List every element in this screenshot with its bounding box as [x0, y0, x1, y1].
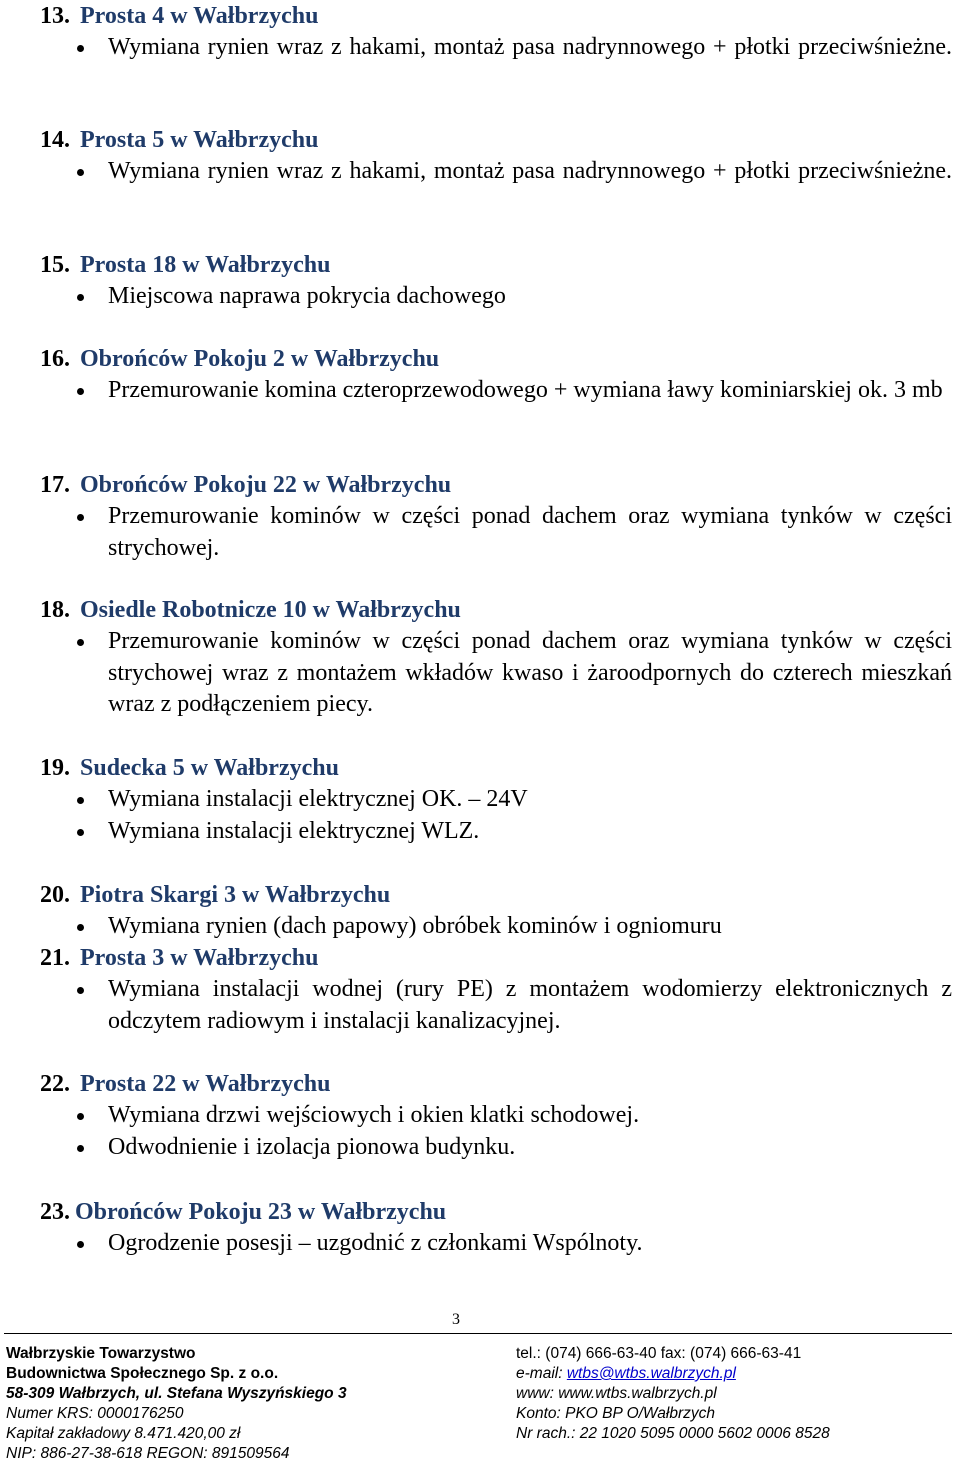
section-heading	[40, 0, 952, 32]
list-item: Wymiana rynien (dach papowy) obróbek kominów i ogniomuru	[40, 911, 952, 943]
section-number: 21.	[40, 945, 70, 971]
footer-phone: tel.: (074) 666-63-40 fax: (074) 666-63-41	[516, 1345, 802, 1362]
section-title: Prosta 4 w Wałbrzychu	[80, 3, 319, 29]
section-number: 22.	[40, 1071, 70, 1097]
section-heading	[40, 124, 952, 156]
bullet-icon	[77, 639, 84, 646]
bullet-icon	[77, 1113, 84, 1120]
section-heading	[40, 879, 952, 911]
section-heading	[40, 343, 952, 375]
list-item: Wymiana instalacji elektrycznej WLZ.	[40, 816, 952, 848]
list-item: Odwodnienie i izolacja pionowa budynku.	[40, 1132, 952, 1164]
section	[40, 752, 952, 847]
section-number: 16.	[40, 346, 70, 372]
section-title: Obrońców Pokoju 2 w Wałbrzychu	[80, 346, 440, 372]
list-item: Przemurowanie kominów w części ponad dachem oraz wymiana tynków w części strychowej.	[40, 501, 952, 564]
section-title: Prosta 3 w Wałbrzychu	[80, 945, 319, 971]
bullet-icon	[77, 924, 84, 931]
section	[40, 1068, 952, 1163]
bullet-icon	[77, 797, 84, 804]
section-title: Piotra Skargi 3 w Wałbrzychu	[80, 882, 391, 908]
section-heading	[40, 249, 952, 281]
list-item: Ogrodzenie posesji – uzgodnić z członkami Wspólnoty.	[40, 1228, 952, 1260]
section-heading	[40, 469, 952, 501]
list-item: Przemurowanie komina czteroprzewodowego + wymiana ławy kominiarskiej ok. 3 mb	[40, 375, 952, 407]
footer-address: 58-309 Wałbrzych, ul. Stefana Wyszyńskiego 3	[6, 1385, 347, 1402]
section-heading	[40, 942, 952, 974]
bullet-icon	[77, 514, 84, 521]
section-title: Prosta 22 w Wałbrzychu	[80, 1071, 331, 1097]
section-number: 17.	[40, 472, 70, 498]
bullet-icon	[77, 987, 84, 994]
section-number: 14.	[40, 127, 70, 153]
footer-www: www: www.wtbs.walbrzych.pl	[516, 1385, 717, 1402]
section	[40, 343, 952, 407]
bullet-icon	[77, 294, 84, 301]
list-item: Wymiana rynien wraz z hakami, montaż pasa nadrynnowego + płotki przeciwśnieżne.	[40, 156, 952, 188]
section	[40, 124, 952, 188]
bullet-icon	[77, 169, 84, 176]
section-title: Obrońców Pokoju 22 w Wałbrzychu	[80, 472, 452, 498]
footer-email-label: e-mail:	[516, 1365, 567, 1382]
footer-email-row	[516, 1364, 736, 1384]
section-number: 23.	[40, 1199, 70, 1225]
section-heading	[40, 1068, 952, 1100]
list-item: Miejscowa naprawa pokrycia dachowego	[40, 281, 952, 313]
footer-divider	[4, 1333, 952, 1334]
list-item: Wymiana instalacji elektrycznej OK. – 24V	[40, 784, 952, 816]
section-title: Prosta 18 w Wałbrzychu	[80, 252, 331, 278]
bullet-icon	[77, 829, 84, 836]
section-number: 18.	[40, 597, 70, 623]
section-number: 19.	[40, 755, 70, 781]
section	[40, 0, 952, 64]
footer-company-name-2: Budownictwa Społecznego Sp. z o.o.	[6, 1365, 279, 1382]
section-heading	[40, 1196, 952, 1228]
section-title: Prosta 5 w Wałbrzychu	[80, 127, 319, 153]
footer-company-name: Wałbrzyskie Towarzystwo	[6, 1345, 196, 1362]
bullet-icon	[77, 1145, 84, 1152]
section	[40, 469, 952, 564]
section-heading	[40, 594, 952, 626]
section	[40, 1196, 952, 1260]
section	[40, 249, 952, 313]
section-heading	[40, 752, 952, 784]
section	[40, 594, 952, 721]
section-number: 20.	[40, 882, 70, 908]
section-title: Osiedle Robotnicze 10 w Wałbrzychu	[80, 597, 461, 623]
bullet-icon	[77, 1241, 84, 1248]
section	[40, 942, 952, 1037]
section-title: Sudecka 5 w Wałbrzychu	[80, 755, 339, 781]
section	[40, 879, 952, 943]
section-number: 15.	[40, 252, 70, 278]
list-item: Wymiana instalacji wodnej (rury PE) z montażem wodomierzy elektronicznych z odczytem radiowym i instalacji kanalizacyjnej.	[40, 974, 952, 1037]
list-item: Przemurowanie kominów w części ponad dachem oraz wymiana tynków w części strychowej wraz z montażem wkładów kwaso i żaroodpornych do czterech mieszkań wraz z podłączeniem piecy.	[40, 626, 952, 721]
footer-account-number: Nr rach.: 22 1020 5095 0000 5602 0006 8528	[516, 1425, 830, 1442]
page-number: 3	[452, 1311, 460, 1328]
list-item: Wymiana drzwi wejściowych i okien klatki schodowej.	[40, 1100, 952, 1132]
bullet-icon	[77, 388, 84, 395]
footer-email-link[interactable]: wtbs@wtbs.walbrzych.pl	[566, 1365, 736, 1382]
list-item: Wymiana rynien wraz z hakami, montaż pasa nadrynnowego + płotki przeciwśnieżne.	[40, 32, 952, 64]
footer-capital: Kapitał zakładowy 8.471.420,00 zł	[6, 1425, 241, 1442]
footer-nip-regon: NIP: 886-27-38-618 REGON: 891509564	[6, 1445, 290, 1462]
section-title: Obrońców Pokoju 23 w Wałbrzychu	[75, 1199, 447, 1225]
section-number: 13.	[40, 3, 70, 29]
footer-krs: Numer KRS: 0000176250	[6, 1405, 184, 1422]
footer-account: Konto: PKO BP O/Wałbrzych	[516, 1405, 715, 1422]
bullet-icon	[77, 45, 84, 52]
